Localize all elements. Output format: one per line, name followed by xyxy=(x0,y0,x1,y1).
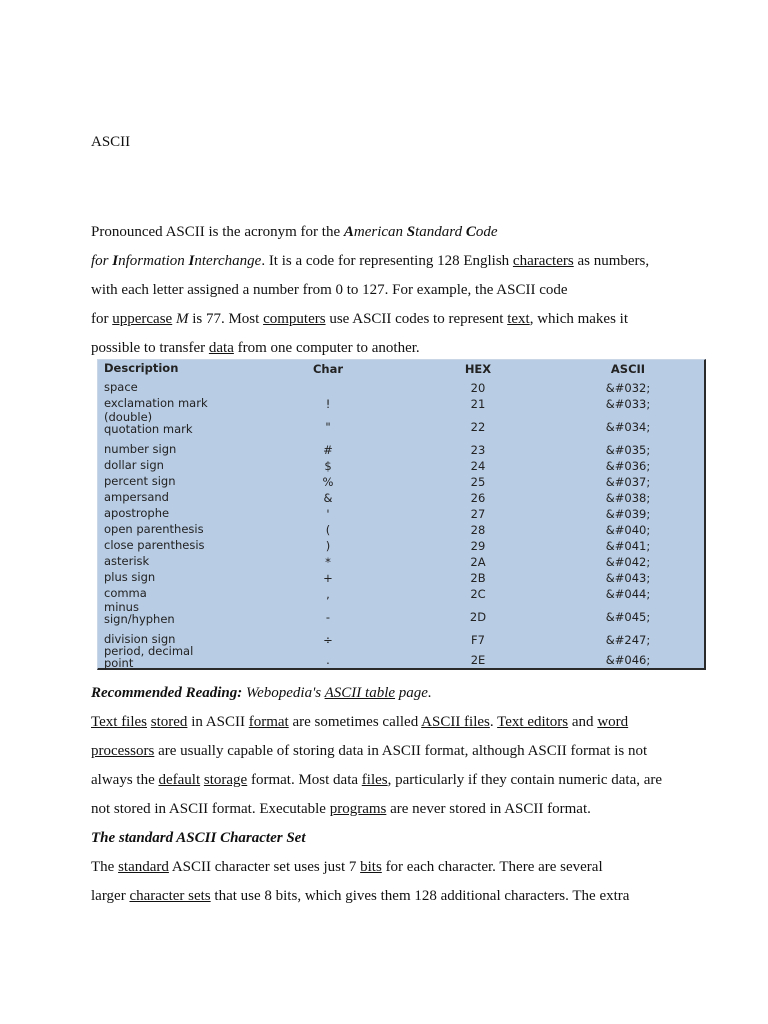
table-row xyxy=(98,378,704,394)
para2-line-3: always the default storage format. Most data files, particularly if they contain numeric data, are xyxy=(91,772,663,788)
table-cell-hex: 20 xyxy=(470,381,486,395)
table-cell-description: percent sign xyxy=(104,474,176,488)
table-row xyxy=(98,504,704,520)
table-cell-ascii: &#045; xyxy=(605,610,651,624)
table-cell-ascii: &#247; xyxy=(605,633,651,647)
table-cell-hex: 29 xyxy=(470,539,486,553)
table-cell-char: % xyxy=(322,475,334,489)
table-cell-char: - xyxy=(325,610,331,624)
table-cell-hex: 2B xyxy=(470,571,486,585)
table-cell-ascii: &#042; xyxy=(605,555,651,569)
table-cell-hex: 2C xyxy=(470,587,486,601)
section-heading: The standard ASCII Character Set xyxy=(91,830,306,846)
table-cell-char: + xyxy=(323,571,333,585)
body-text xyxy=(91,679,711,911)
table-cell-ascii: &#032; xyxy=(605,381,651,395)
intro-line-2: for Information Interchange. It is a code for representing 128 English characters as numbers, xyxy=(91,253,650,269)
table-cell-description: asterisk xyxy=(104,554,150,568)
table-cell-ascii: &#043; xyxy=(605,571,651,585)
link-word-processors[interactable]: word xyxy=(597,714,629,730)
table-cell-char: # xyxy=(323,443,333,457)
table-cell-ascii: &#033; xyxy=(605,397,651,411)
table-cell-hex: 2E xyxy=(470,653,486,667)
link-bits[interactable]: bits xyxy=(360,859,382,875)
link-files[interactable]: files xyxy=(361,772,388,788)
link-ascii-table[interactable]: ASCII table xyxy=(324,685,396,701)
table-cell-description: dollar sign xyxy=(104,458,164,472)
para3-line-2: larger character sets that use 8 bits, which gives them 128 additional characters. The extra xyxy=(91,888,630,904)
intro-line-3: with each letter assigned a number from 0 to 127. For example, the ASCII code xyxy=(91,282,568,298)
intro-line-1: Pronounced ASCII is the acronym for the American Standard Code xyxy=(91,224,498,240)
link-ascii-files[interactable]: ASCII files xyxy=(421,714,490,730)
table-cell-ascii: &#038; xyxy=(605,491,651,505)
table-cell-description: exclamation mark xyxy=(104,396,208,410)
table-cell-hex: 28 xyxy=(470,523,486,537)
table-row xyxy=(98,552,704,568)
table-cell-char: ! xyxy=(325,397,331,411)
link-processors[interactable]: processors xyxy=(91,743,155,759)
link-default[interactable]: default xyxy=(158,772,201,788)
table-cell-description: comma xyxy=(104,586,147,600)
table-row xyxy=(98,536,704,552)
table-cell-hex: 27 xyxy=(470,507,486,521)
para3-line-1: The standard ASCII character set uses just 7 bits for each character. There are several xyxy=(91,859,603,875)
table-row xyxy=(98,440,704,456)
table-cell-char: , xyxy=(326,587,330,601)
table-cell-description: (double) quotation mark xyxy=(104,410,193,436)
table-cell-hex: 26 xyxy=(470,491,486,505)
intro-line-5: possible to transfer data from one computer to another. xyxy=(91,340,420,356)
table-cell-hex: 25 xyxy=(470,475,486,489)
link-storage[interactable]: storage xyxy=(203,772,248,788)
table-cell-hex: F7 xyxy=(471,633,485,647)
link-format[interactable]: format xyxy=(248,714,289,730)
table-cell-ascii: &#041; xyxy=(605,539,651,553)
table-cell-hex: 23 xyxy=(470,443,486,457)
table-cell-char: " xyxy=(325,420,331,434)
table-cell-ascii: &#036; xyxy=(605,459,651,473)
para2-line-4: not stored in ASCII format. Executable programs are never stored in ASCII format. xyxy=(91,801,591,817)
table-row xyxy=(98,394,704,410)
intro-paragraph xyxy=(91,218,691,363)
table-row xyxy=(98,600,704,630)
link-uppercase[interactable]: uppercase xyxy=(112,311,173,327)
table-row xyxy=(98,456,704,472)
table-cell-char: & xyxy=(323,491,333,505)
table-cell-hex: 21 xyxy=(470,397,486,411)
table-cell-char: ÷ xyxy=(323,633,333,647)
table-cell-description: open parenthesis xyxy=(104,522,204,536)
table-cell-char: ) xyxy=(325,539,331,553)
table-cell-description: plus sign xyxy=(104,570,156,584)
link-text-files[interactable]: Text files xyxy=(91,714,148,730)
table-cell-ascii: &#046; xyxy=(605,653,651,667)
table-cell-ascii: &#040; xyxy=(605,523,651,537)
link-data[interactable]: data xyxy=(208,340,234,356)
table-cell-char: $ xyxy=(324,459,332,473)
table-row xyxy=(98,568,704,584)
ascii-table-image xyxy=(97,359,706,670)
table-cell-description: number sign xyxy=(104,442,177,456)
table-cell-description: close parenthesis xyxy=(104,538,205,552)
table-row xyxy=(98,584,704,600)
link-programs[interactable]: programs xyxy=(329,801,387,817)
intro-line-4: for uppercase M is 77. Most computers use ASCII codes to represent text, which makes it xyxy=(91,311,629,327)
recommended-reading: Recommended Reading: Webopedia's ASCII table page. xyxy=(91,685,432,701)
table-cell-description: space xyxy=(104,380,138,394)
table-row xyxy=(98,644,704,672)
table-header-row xyxy=(98,362,704,376)
table-cell-description: apostrophe xyxy=(104,506,170,520)
table-cell-hex: 22 xyxy=(470,420,486,434)
table-cell-char: . xyxy=(326,653,330,667)
table-header-description: Description xyxy=(104,361,179,375)
link-characters[interactable]: characters xyxy=(512,253,574,269)
link-stored[interactable]: stored xyxy=(150,714,188,730)
table-cell-hex: 24 xyxy=(470,459,486,473)
table-cell-char: * xyxy=(325,555,331,569)
table-header-ascii: ASCII xyxy=(610,362,646,376)
table-cell-hex: 2A xyxy=(470,555,486,569)
table-row xyxy=(98,410,704,440)
table-cell-ascii: &#044; xyxy=(605,587,651,601)
link-computers[interactable]: computers xyxy=(263,311,326,327)
link-standard[interactable]: standard xyxy=(118,859,169,875)
table-header-hex: HEX xyxy=(464,362,492,376)
para2-line-1: Text files stored in ASCII format are sometimes called ASCII files. Text editors and word xyxy=(91,714,629,730)
table-cell-description: ampersand xyxy=(104,490,169,504)
page-title: ASCII xyxy=(91,134,131,150)
link-character-sets[interactable]: character sets xyxy=(129,888,211,904)
table-row xyxy=(98,472,704,488)
table-cell-ascii: &#039; xyxy=(605,507,651,521)
table-cell-description: period, decimal point xyxy=(104,644,194,670)
table-cell-ascii: &#035; xyxy=(605,443,651,457)
table-header-char: Char xyxy=(312,362,344,376)
link-text-editors[interactable]: Text editors xyxy=(497,714,569,730)
table-row xyxy=(98,488,704,504)
table-cell-ascii: &#037; xyxy=(605,475,651,489)
table-row xyxy=(98,520,704,536)
table-cell-char: ( xyxy=(325,523,331,537)
table-cell-description: division sign xyxy=(104,632,176,646)
para2-line-2: processors are usually capable of storing data in ASCII format, although ASCII format is not xyxy=(91,743,648,759)
table-cell-char: ' xyxy=(326,507,330,521)
table-cell-hex: 2D xyxy=(469,610,487,624)
table-cell-ascii: &#034; xyxy=(605,420,651,434)
table-cell-description: minus sign/hyphen xyxy=(104,600,175,626)
link-text[interactable]: text xyxy=(507,311,530,327)
